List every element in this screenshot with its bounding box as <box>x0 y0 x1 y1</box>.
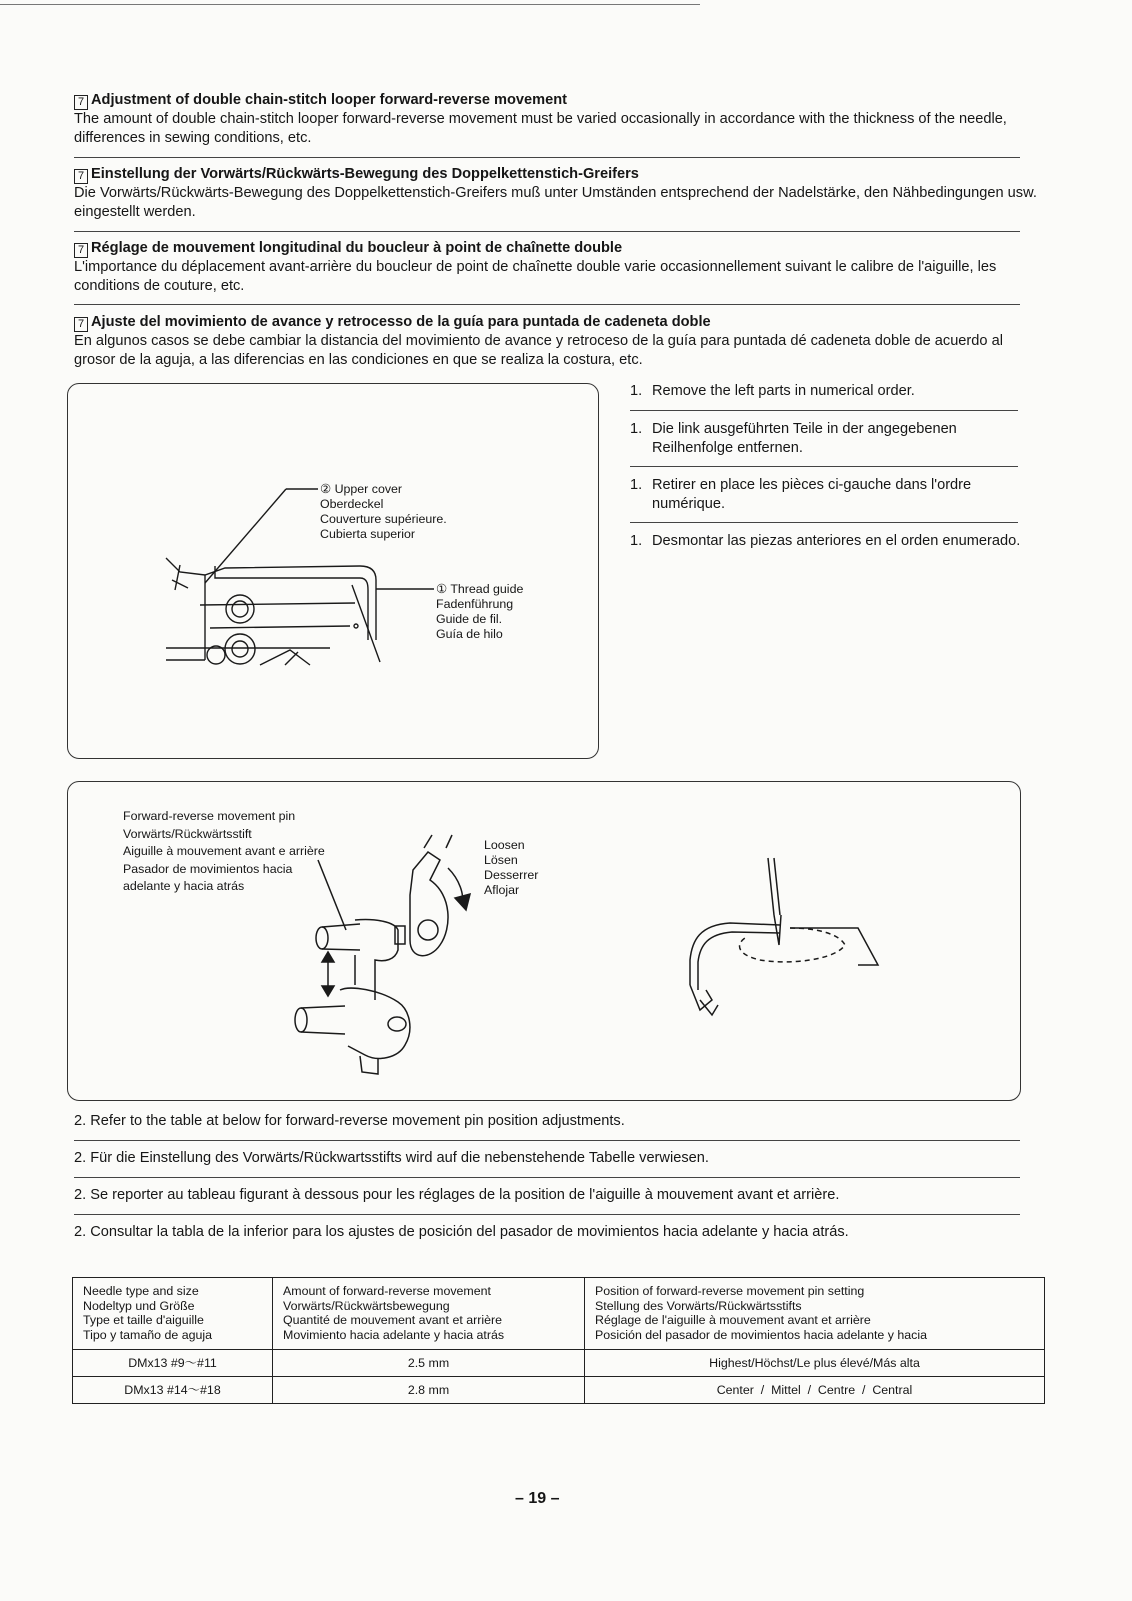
section-title: 7 Ajuste del movimiento de avance y retrocesso de la guía para puntada de cadeneta doble <box>74 313 1044 332</box>
callout-upper-cover: ② Upper cover Oberdeckel Couverture supérieure. Cubierta superior <box>320 482 447 541</box>
step-2-de: 2. Für die Einstellung des Vorwärts/Rückwartsstifts wird auf die nebenstehende Tabelle verwiesen. <box>74 1150 709 1166</box>
table-header-cell: Needle type and size Nodeltyp und Größe Type et taille d'aiguille Tipo y tamaño de aguja <box>73 1278 273 1350</box>
section-title: 7 Einstellung der Vorwärts/Rückwärts-Bewegung des Doppelkettenstich-Greifers <box>74 165 1044 184</box>
section-badge: 7 <box>74 243 88 258</box>
table-row <box>73 1377 1045 1404</box>
table-cell: DMx13 #14～#18 <box>73 1377 273 1404</box>
callout-number: ② <box>320 482 332 496</box>
page-number: – 19 – <box>515 1490 560 1507</box>
section-badge: 7 <box>74 169 88 184</box>
table-header-cell: Position of forward-reverse movement pin setting Stellung des Vorwärts/Rückwärtsstifts Réglage de l'aiguille à mouvement avant et arrière Posición del pasador de movimientos hacia adelante y hacia <box>585 1278 1045 1350</box>
adjustment-table <box>72 1277 1045 1404</box>
callout-number: ① <box>436 582 448 596</box>
callout-movement-pin: Forward-reverse movement pin Vorwärts/Rückwärtsstift Aiguille à mouvement avant e arrière Pasador de movimientos hacia adelante y hacia atrás <box>123 809 325 894</box>
table-cell: 2.8 mm <box>273 1377 585 1404</box>
callout-loosen: Loosen Lösen Desserrer Aflojar <box>484 838 539 897</box>
step-1-fr: 1. Retirer en place les pièces ci-gauche dans l'ordre numérique. <box>630 477 972 512</box>
step-2-es: 2. Consultar la tabla de la inferior para los ajustes de posición del pasador de movimientos hacia adelante y hacia atrás. <box>74 1224 849 1240</box>
section-badge: 7 <box>74 95 88 110</box>
section-body: L'importance du déplacement avant-arrière du boucleur de point de chaînette double varie occasionnellement suivant le calibre de l'aiguille, les conditions de couture, etc. <box>74 259 997 294</box>
table-header-row <box>73 1278 1045 1350</box>
callout-thread-guide: ① Thread guide Fadenführung Guide de fil. Guía de hilo <box>436 582 524 641</box>
section-badge: 7 <box>74 317 88 332</box>
step-1-de: 1. Die link ausgeführten Teile in der angegebenen Reilhenfolge entfernen. <box>630 421 957 456</box>
table-cell: DMx13 #9～#11 <box>73 1350 273 1377</box>
section-body: The amount of double chain-stitch looper forward-reverse movement must be varied occasionally in accordance with the thickness of the needle, differences in sewing conditions, etc. <box>74 111 1007 146</box>
step-2-en: 2. Refer to the table at below for forward-reverse movement pin position adjustments. <box>74 1113 625 1129</box>
divider <box>74 1140 1020 1141</box>
divider <box>74 1177 1020 1178</box>
table-row <box>73 1350 1045 1377</box>
section-title: 7 Adjustment of double chain-stitch looper forward-reverse movement <box>74 91 1044 110</box>
table-header-cell: Amount of forward-reverse movement Vorwärts/Rückwärtsbewegung Quantité de mouvement avant et arrière Movimiento hacia adelante y hacia atrás <box>273 1278 585 1350</box>
step-2-fr: 2. Se reporter au tableau figurant à dessous pour les réglages de la position de l'aiguille à mouvement avant et arrière. <box>74 1187 840 1203</box>
table-cell: Center / Mittel / Centre / Central <box>585 1377 1045 1404</box>
section-body: En algunos casos se debe cambiar la distancia del movimiento de avance y retroceso de la guía para puntada dé cadeneta doble de acuerdo al grosor de la aguja, a las diferencias en las condiciones en que se realiza la costura, etc. <box>74 333 1003 368</box>
table-cell: Highest/Höchst/Le plus élevé/Más alta <box>585 1350 1045 1377</box>
divider <box>74 1214 1020 1215</box>
table-cell: 2.5 mm <box>273 1350 585 1377</box>
section-body: Die Vorwärts/Rückwärts-Bewegung des Doppelkettenstich-Greifers muß unter Umständen entsprechend der Nadelstärke, den Nähbedingungen usw. eingestellt werden. <box>74 185 1037 220</box>
step-1-es: 1. Desmontar las piezas anteriores en el orden enumerado. <box>630 533 1021 549</box>
section-title: 7 Réglage de mouvement longitudinal du boucleur à point de chaînette double <box>74 239 1044 258</box>
